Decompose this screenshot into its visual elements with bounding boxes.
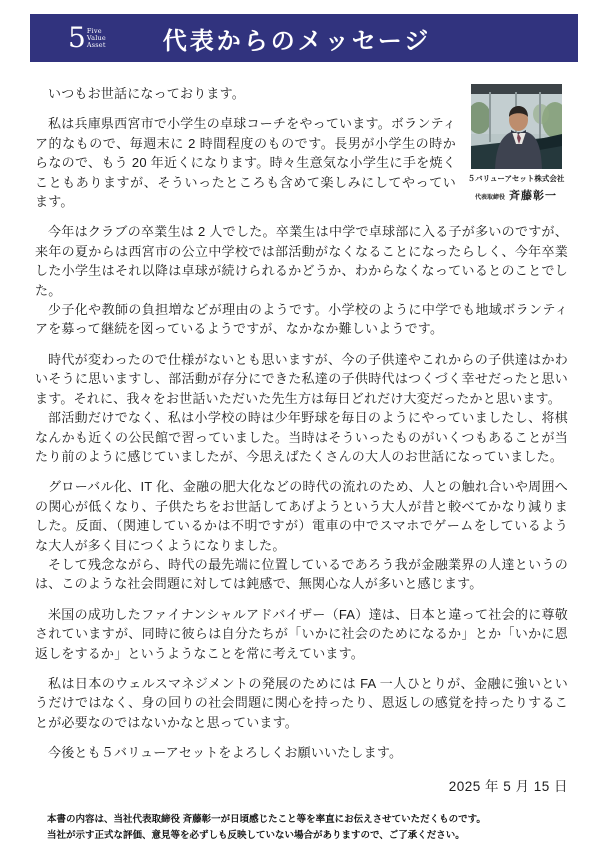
disclaimer-line-2: 当社が示す正式な評価、意見等を必ずしも反映していない場合がありますので、ご了承ください。 <box>47 829 465 841</box>
paragraph-greeting: いつもお世話になっております。 <box>48 86 245 101</box>
representative-photo <box>471 84 562 169</box>
logo-wordmark <box>87 28 106 50</box>
paragraph-finance-industry: そして残念ながら、時代の最先端に位置しているであろう我が金融業界の人達というのは、このような社会問題に対しては鈍感で、無関心な人が多いと感じます。 <box>35 556 568 592</box>
paragraph-reasons: 少子化や教師の負担増などが理由のようです。小学校のように中学でも地域ボランティアを募って継続を図っているようですが、なかなか難しいようです。 <box>35 302 568 337</box>
representative-role: 代表取締役 <box>474 195 505 201</box>
photo-caption-name <box>464 186 568 204</box>
paragraph-times-changed: 時代が変わったので仕様がないとも思いますが、今の子供達やこれからの子供達はかわいそうに思いますし、部活動が存分にできた私達の子供時代はつくづく幸せだったと思います。それに、我々をお世話いただいた先生方は毎日どれだけ大変だったかと思います。 <box>35 351 568 406</box>
representative-name: 斉藤彰一 <box>509 190 557 202</box>
message-body <box>35 84 568 844</box>
date: 2025 年 5 月 15 日 <box>448 778 568 794</box>
company-logo <box>68 21 106 55</box>
photo-caption-company: ５バリューアセット株式会社 <box>467 174 565 183</box>
representative-profile-block <box>464 84 568 204</box>
paragraph-us-advisors: 米国の成功したファイナンシャルアドバイザー（FA）達は、日本と違って社会的に尊敬されていますが、同時に彼らは自分たちが「いかに社会のためになるか」とか「いかに恩返しをするか」というようなことを常に考えています。 <box>35 606 568 661</box>
page-title: 代表からのメッセージ <box>162 27 432 55</box>
disclaimer <box>47 812 568 844</box>
paragraph-childhood: 部活動だけでなく、私は小学校の時は少年野球を毎日のようにやっていましたし、将棋なんかも近くの公民館で習っていました。当時はそういったものがいくつもあることが当たり前のように感じていましたが、今思えばたくさんの大人のお世話になっていました。 <box>35 410 568 464</box>
paragraph-coach-intro: 私は兵庫県西宮市で小学生の卓球コーチをやっています。ボランティア的なもので、毎週末に 2 時間程度のものです。長男が小学生の時からなので、もう 20 年近くになります。時々生意気な小学生に手を焼くこともありますが、そういったところも含めて楽しみにしてやっています。 <box>35 116 456 210</box>
paragraph-closing: 今後とも５バリューアセットをよろしくお願いいたします。 <box>48 745 403 761</box>
title-bar <box>30 14 578 62</box>
logo-word-five: Five <box>86 26 102 35</box>
paragraph-graduates: 今年はクラブの卒業生は 2 人でした。卒業生は中学で卓球部に入る子が多いのですが、来年の夏からは西宮市の公立中学校では部活動がなくなることになったらしく、今年卒業した小学生はそれ以降は卓球が続けられるかどうか、わからなくなっているとのことでした。 <box>35 224 568 298</box>
logo-word-value: Value <box>86 33 106 42</box>
paragraph-wealth-management: 私は日本のウェルスマネジメントの発展のためには FA 一人ひとりが、金融に強いというだけではなく、身の回りの社会問題に関心を持ったり、恩返しの感覚を持ったりすることが必要なのではないかなと思っています。 <box>35 675 568 730</box>
paragraph-globalization: グローバル化、IT 化、金融の肥大化などの時代の流れのため、人との触れ合いや周囲への関心が低くなり、子供たちをお世話してあげようという大人が昔と較べてかなり減りました。反面、（関連しているかは不明ですが）電車の中でスマホでゲームをしているような大人が多く目につくようになりました。 <box>35 479 568 553</box>
disclaimer-line-1: 本書の内容は、当社代表取締役 斉藤彰一が日頃感じたこと等を率直にお伝えさせていただくものです。 <box>47 813 486 825</box>
logo-word-asset: Asset <box>86 40 106 49</box>
logo-5-glyph: 5 <box>68 21 86 55</box>
